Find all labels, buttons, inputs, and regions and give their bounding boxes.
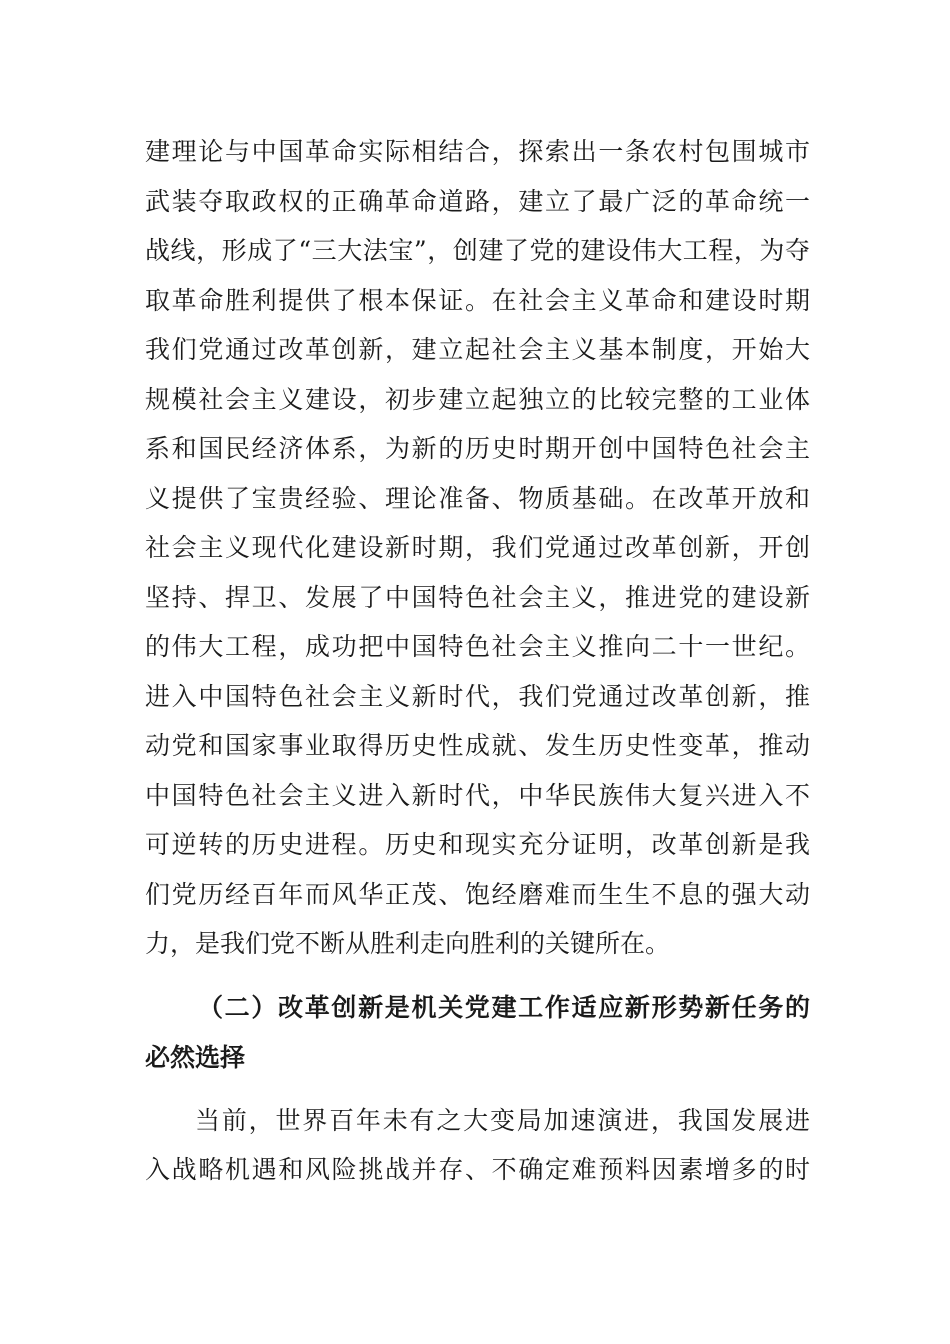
text-line: 建理论与中国革命实际相结合，探索出一条农村包围城市 bbox=[145, 137, 810, 166]
text-line: 入战略机遇和风险挑战并存、不确定难预料因素增多的时 bbox=[145, 1155, 810, 1184]
text-line: 义提供了宝贵经验、理论准备、物质基础。在改革开放和 bbox=[145, 484, 810, 513]
text-line: 武装夺取政权的正确革命道路，建立了最广泛的革命统一 bbox=[145, 187, 810, 216]
text-line: 社会主义现代化建设新时期，我们党通过改革创新，开创 bbox=[145, 533, 810, 562]
text-line: 动党和国家事业取得历史性成就、发生历史性变革，推动 bbox=[145, 731, 810, 760]
text-line: 战线，形成了“三大法宝”，创建了党的建设伟大工程，为夺 bbox=[145, 236, 810, 265]
text-line: 系和国民经济体系，为新的历史时期开创中国特色社会主 bbox=[145, 434, 810, 463]
text-line: 中国特色社会主义进入新时代，中华民族伟大复兴进入不 bbox=[145, 781, 810, 810]
text-line: 我们党通过改革创新，建立起社会主义基本制度，开始大 bbox=[145, 335, 810, 364]
text-line: 取革命胜利提供了根本保证。在社会主义革命和建设时期 bbox=[145, 286, 810, 315]
heading-line: （二）改革创新是机关党建工作适应新形势新任务的 bbox=[198, 993, 810, 1022]
heading-line: 必然选择 bbox=[145, 1043, 246, 1072]
text-line: 坚持、捍卫、发展了中国特色社会主义，推进党的建设新 bbox=[145, 583, 810, 612]
text-line: 力，是我们党不断从胜利走向胜利的关键所在。 bbox=[145, 929, 671, 958]
text-line: 们党历经百年而风华正茂、饱经磨难而生生不息的强大动 bbox=[145, 880, 810, 909]
text-line: 的伟大工程，成功把中国特色社会主义推向二十一世纪。 bbox=[145, 632, 810, 661]
text-line: 可逆转的历史进程。历史和现实充分证明，改革创新是我 bbox=[145, 830, 810, 859]
text-line: 规模社会主义建设，初步建立起独立的比较完整的工业体 bbox=[145, 385, 810, 414]
text-line: 进入中国特色社会主义新时代，我们党通过改革创新，推 bbox=[145, 682, 810, 711]
text-line: 当前，世界百年未有之大变局加速演进，我国发展进 bbox=[195, 1106, 810, 1135]
